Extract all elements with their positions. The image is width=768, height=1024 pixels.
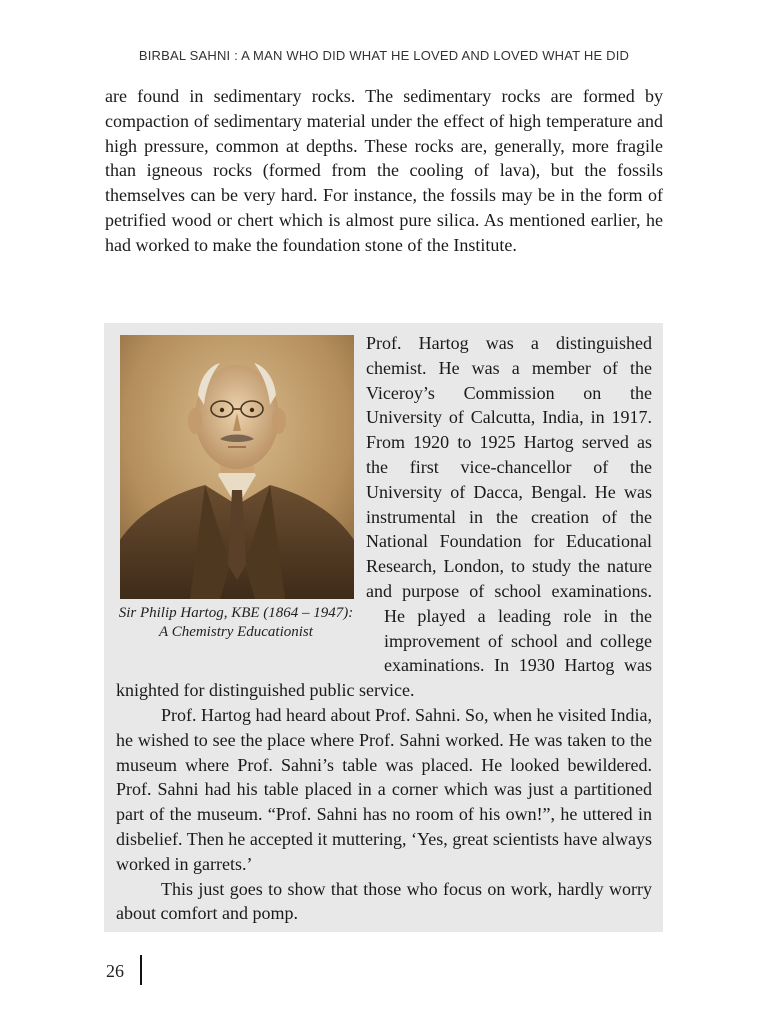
- box-paragraph-2: Prof. Hartog had heard about Prof. Sahni. So, when he visited India, he wished to see the place where Prof. Sahni worked. He was taken to the museum where Prof. Sahni’s table was placed. He looked bewildered. Prof. Sahni had his table placed in a corner which was just a partitioned part of the museum. “Prof. Sahni has no room of his own!”, he uttered in disbelief. Then he accepted it muttering, ‘Yes, great scientists have always worked in garrets.’: [116, 704, 652, 874]
- running-header: BIRBAL SAHNI : A MAN WHO DID WHAT HE LOVED AND LOVED WHAT HE DID: [138, 48, 630, 63]
- photo-caption: Sir Philip Hartog, KBE (1864 – 1947): A Chemistry Educationist: [118, 605, 354, 640]
- box-paragraph-1: Prof. Hartog was a distinguished chemist. He was a member of the Viceroy’s Commission on the University of Calcutta, India, in 1917. From 1920 to 1925 Hartog served as the first vice-chancellor of the University of Dacca, Bengal. He was instrumental in the creation of the National Foundation for Educational Research, London, to study the nature and purpose of school examinations. He played a leading role in the improvement of school and college examinations. In 1930 Hartog was knighted for distinguished public service.: [116, 333, 652, 701]
- box-paragraph-3: This just goes to show that those who focus on work, hardly worry about comfort and pomp.: [116, 878, 652, 924]
- page-number: 26: [106, 961, 124, 981]
- box-text: [116, 331, 652, 926]
- page-number-rule: [140, 955, 142, 985]
- intro-paragraph: are found in sedimentary rocks. The sedimentary rocks are formed by compaction of sedimentary material under the effect of high temperature and high pressure, common at depths. These rocks are, generally, more fragile than igneous rocks (formed from the cooling of lava), but the fossils themselves can be very hard. For instance, the fossils may be in the form of petrified wood or chert which is almost pure silica. As mentioned earlier, he had worked to make the foundation stone of the Institute.: [105, 86, 663, 255]
- caption-spacer: [116, 604, 384, 654]
- photo-spacer: [116, 331, 366, 604]
